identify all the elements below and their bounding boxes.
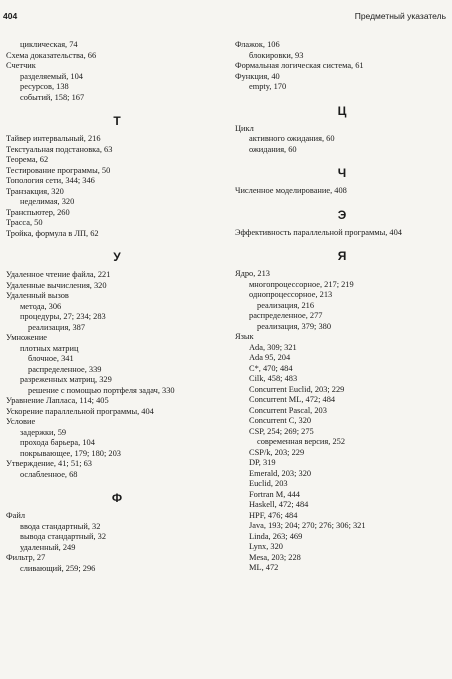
index-entry: Численное моделирование, 408 (235, 186, 347, 195)
index-subentry: процедуры, 27; 234; 283 (20, 312, 106, 321)
index-subentry: Concurrent C, 320 (249, 416, 312, 425)
index-subentry: ML, 472 (249, 563, 279, 572)
index-entry: Удаленное чтение файла, 221 (6, 270, 111, 279)
index-subentry: удаленный, 249 (20, 542, 76, 552)
index-entry: Цикл (235, 123, 254, 133)
index-subentry: распределенное, 339 (28, 364, 102, 374)
index-entry: Ядро, 213 (235, 269, 270, 278)
running-title: Предметный указатель (354, 11, 446, 21)
index-entry: Умножение (6, 333, 48, 342)
index-entry: Фильтр, 27 (6, 553, 46, 562)
index-subentry: ресурсов, 138 (20, 82, 69, 91)
index-subentry: метода, 306 (20, 301, 62, 311)
index-subentry: HPF, 476; 484 (249, 510, 298, 520)
index-subentry: CSP, 254; 269; 275 (249, 426, 314, 436)
index-entry: Удаленный вызов (6, 291, 69, 300)
index-entry: Условие (6, 417, 36, 426)
index-subentry: Emerald, 203; 320 (249, 468, 312, 478)
index-subentry: сливающий, 259; 296 (20, 563, 96, 573)
index-entry: Формальная логическая система, 61 (235, 61, 364, 70)
index-entry: Транзакция, 320 (6, 186, 64, 196)
index-subentry: разделяемый, 104 (20, 71, 83, 81)
index-subentry: вывода стандартный, 32 (20, 532, 107, 541)
index-subentry: реализация, 387 (28, 322, 86, 332)
index-entry: Флажок, 106 (235, 40, 280, 49)
index-subentry: плотных матриц (20, 343, 79, 353)
index-subentry: DP, 319 (249, 458, 276, 467)
index-subentry: покрывающее, 179; 180; 203 (20, 448, 121, 458)
index-subentry: решение с помощью портфеля задач, 330 (28, 385, 175, 395)
index-subentry: разреженных матриц, 329 (20, 375, 112, 384)
index-subentry: empty, 170 (249, 82, 287, 91)
index-subentry: Cilk, 458; 483 (249, 374, 298, 383)
index-subentry: Lynx, 320 (249, 542, 283, 551)
letter-heading: Я (337, 249, 347, 263)
letter-heading: Т (113, 114, 121, 128)
index-subentry: Concurrent Euclid, 203; 229 (249, 384, 345, 394)
index-entry: Функция, 40 (235, 71, 280, 81)
index-entry: Текстуальная подстановка, 63 (6, 144, 113, 154)
letter-heading: Ч (337, 166, 347, 180)
index-column-right (235, 40, 449, 574)
letter-heading: Ф (111, 491, 123, 505)
index-subentry: Euclid, 203 (249, 479, 288, 488)
index-subentry: блокировки, 93 (249, 50, 304, 60)
index-subentry: реализация, 379; 380 (257, 321, 332, 331)
page-number: 404 (3, 11, 18, 21)
index-entry: Ускорение параллельной программы, 404 (6, 406, 154, 416)
index-subentry: Ada, 309; 321 (249, 342, 297, 352)
index-entry: Тройка, формула в ЛП, 62 (6, 228, 99, 238)
letter-heading: Э (337, 207, 347, 222)
page-header (0, 0, 452, 24)
index-subentry: Java, 193; 204; 270; 276; 306; 321 (249, 521, 366, 530)
index-entry: Эффективность параллельной программы, 404 (235, 227, 402, 237)
index-subentry: CSP/k, 203; 229 (249, 447, 305, 457)
index-subentry: Mesa, 203; 228 (249, 552, 301, 562)
index-subentry: ожидания, 60 (249, 144, 297, 154)
index-subentry: активного ожидания, 60 (249, 134, 335, 143)
index-subentry: современная версия, 252 (257, 437, 346, 446)
index-subentry: однопроцессорное, 213 (249, 290, 333, 299)
index-subentry: Fortran M, 444 (249, 489, 300, 499)
index-subentry: Concurrent Pascal, 203 (249, 405, 327, 415)
index-subentry: распределенное, 277 (249, 311, 323, 320)
index-subentry: вводa стандартный, 32 (20, 521, 101, 531)
index-column-left (6, 40, 228, 574)
index-subentry: Concurrent ML, 472; 484 (249, 395, 336, 404)
index-entry: Теорема, 62 (6, 155, 49, 164)
index-subentry: ослабленное, 68 (20, 469, 78, 479)
index-subentry: задержки, 59 (20, 427, 67, 437)
index-entry: Транспьютер, 260 (6, 207, 70, 217)
index-entry: Тестирование программы, 50 (6, 165, 111, 175)
index-subentry: многопроцессорное, 217; 219 (249, 279, 354, 289)
index-subentry: блочное, 341 (28, 354, 74, 363)
index-entry: Язык (235, 332, 254, 341)
index-subentry: Linda, 263; 469 (249, 531, 303, 541)
index-entry: Топология сети, 344; 346 (6, 176, 95, 185)
index-entry: Удаленные вычисления, 320 (6, 280, 107, 290)
index-entry: Тайвер интервальный, 216 (6, 134, 101, 143)
index-entry: Трасса, 50 (6, 218, 43, 227)
index-subentry: реализация, 216 (257, 300, 315, 310)
index-entry: Утверждение, 41; 51; 63 (6, 459, 92, 468)
letter-heading: У (113, 250, 121, 264)
index-subentry: Haskell, 472; 484 (249, 500, 309, 509)
index-entry: Схема доказательства, 66 (6, 50, 97, 60)
index-subentry: Ada 95, 204 (249, 353, 291, 362)
index-subentry: событий, 158; 167 (20, 92, 85, 102)
index-subentry: неделимая, 320 (20, 197, 75, 206)
index-entry: Уравнение Лапласа, 114; 405 (6, 396, 109, 405)
letter-heading: Ц (337, 103, 347, 118)
index-entry: Файл (6, 511, 25, 520)
index-subentry: прохода барьера, 104 (20, 438, 95, 447)
index-subentry: C*, 470; 484 (249, 363, 293, 373)
index-subentry: циклическая, 74 (20, 40, 78, 49)
index-entry: Счетчик (6, 61, 36, 70)
